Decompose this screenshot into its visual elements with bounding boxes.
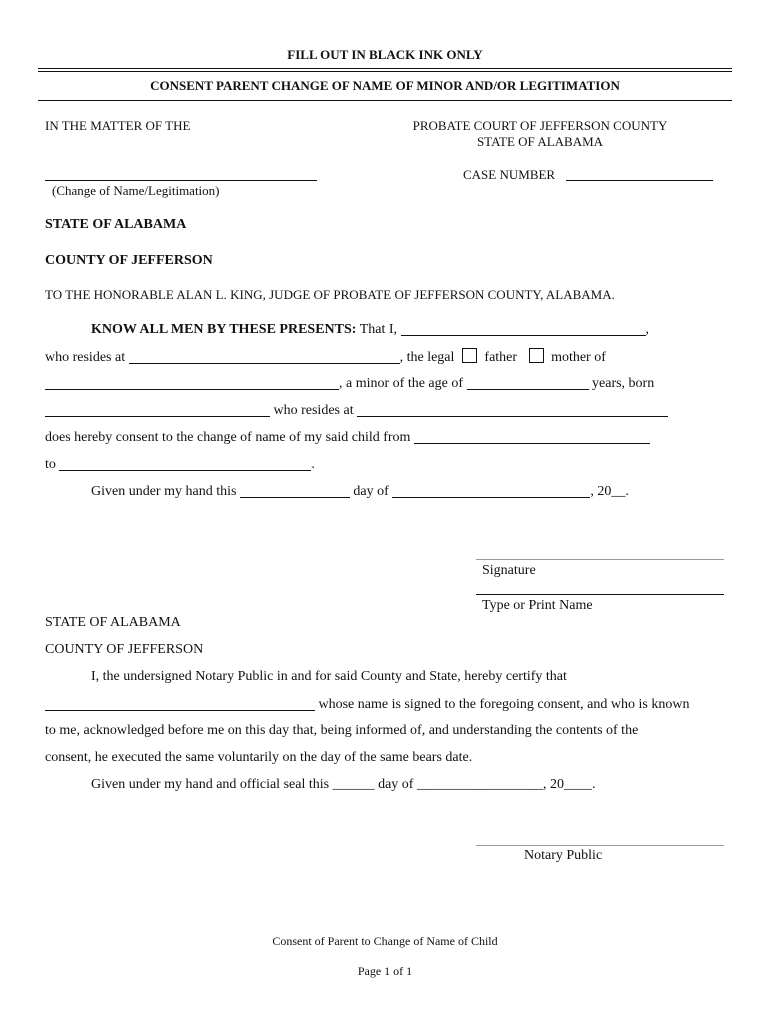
consent-line-6 — [45, 456, 315, 473]
signature-field[interactable] — [476, 559, 724, 560]
consent-month-field[interactable] — [392, 483, 590, 498]
matter-label: IN THE MATTER OF THE — [45, 118, 191, 133]
case-number-field[interactable] — [566, 180, 713, 181]
header-rule-bottom — [38, 100, 732, 101]
notary-state: STATE OF ALABAMA — [45, 615, 181, 630]
venue-county: COUNTY OF JEFFERSON — [45, 253, 213, 268]
know-all-men: KNOW ALL MEN BY THESE PRESENTS: — [91, 322, 357, 337]
notary-county: COUNTY OF JEFFERSON — [45, 642, 204, 657]
footer-page-number: Page 1 of 1 — [357, 964, 413, 978]
to-text: to — [45, 457, 56, 472]
venue-state: STATE OF ALABAMA — [45, 217, 187, 232]
years-born-text: years, born — [592, 376, 655, 391]
day-of-text: day of — [353, 484, 389, 499]
father-checkbox[interactable] — [462, 348, 477, 363]
court-name: PROBATE COURT OF JEFFERSON COUNTY — [412, 118, 668, 133]
consent-line-3 — [45, 375, 654, 392]
consent-line-1 — [91, 321, 649, 338]
comma: , — [645, 322, 650, 337]
whose-name-text: whose name is signed to the foregoing consent, and who is known — [318, 697, 690, 712]
signer-name-field[interactable] — [45, 696, 315, 711]
minor-name-field[interactable] — [45, 375, 339, 390]
mother-of-label: mother of — [551, 350, 606, 365]
header-rule-top — [38, 68, 732, 72]
father-label: father — [484, 350, 518, 365]
who-resides-at-2-text: who resides at — [273, 403, 354, 418]
print-name-label: Type or Print Name — [482, 598, 593, 613]
minor-address-field[interactable] — [357, 402, 668, 417]
that-i-text: That I, — [359, 322, 398, 337]
year-text: , 20__. — [590, 484, 629, 499]
given-under-text: Given under my hand this — [91, 484, 237, 499]
court-state: STATE OF ALABAMA — [476, 134, 604, 149]
mother-checkbox[interactable] — [529, 348, 544, 363]
minor-age-field[interactable] — [467, 375, 589, 390]
notary-certify-text: I, the undersigned Notary Public in and for said County and State, hereby certify that — [91, 669, 567, 684]
notary-line-2 — [45, 696, 689, 713]
parent-name-field[interactable] — [401, 321, 646, 336]
footer-form-name: Consent of Parent to Change of Name of Child — [272, 934, 498, 948]
ink-instruction: FILL OUT IN BLACK INK ONLY — [287, 47, 483, 62]
notary-public-label: Notary Public — [524, 848, 603, 863]
judge-address: TO THE HONORABLE ALAN L. KING, JUDGE OF PROBATE OF JEFFERSON COUNTY, ALABAMA. — [45, 287, 615, 302]
consent-line-4 — [45, 402, 668, 419]
new-name-field[interactable] — [59, 456, 311, 471]
print-name-field[interactable] — [476, 594, 724, 595]
who-resides-at-text: who resides at — [45, 350, 126, 365]
the-legal-text: , the legal — [399, 350, 455, 365]
matter-name-field[interactable] — [45, 180, 317, 181]
consent-line-7 — [91, 483, 629, 500]
notary-executed-text: consent, he executed the same voluntarily on the day of the same bears date. — [45, 750, 473, 765]
case-number-label: CASE NUMBER — [463, 167, 556, 182]
period: . — [311, 457, 315, 472]
birth-place-field[interactable] — [45, 402, 270, 417]
form-title: CONSENT PARENT CHANGE OF NAME OF MINOR AND/OR LEGITIMATION — [150, 78, 620, 93]
consent-change-text: does hereby consent to the change of name of my said child from — [45, 430, 411, 445]
consent-line-5 — [45, 429, 650, 446]
current-name-field[interactable] — [414, 429, 650, 444]
signature-label: Signature — [482, 563, 536, 578]
matter-subtitle: (Change of Name/Legitimation) — [52, 183, 220, 198]
consent-day-field[interactable] — [240, 483, 350, 498]
parent-address-field[interactable] — [129, 349, 400, 364]
notary-acknowledged-text: to me, acknowledged before me on this day that, being informed of, and understanding the contents of the — [45, 723, 639, 738]
notary-given-seal-text: Given under my hand and official seal this ______ day of __________________, 20____. — [91, 777, 596, 792]
notary-signature-field[interactable] — [476, 845, 724, 846]
minor-age-text: , a minor of the age of — [339, 376, 464, 391]
consent-line-2 — [45, 348, 606, 366]
